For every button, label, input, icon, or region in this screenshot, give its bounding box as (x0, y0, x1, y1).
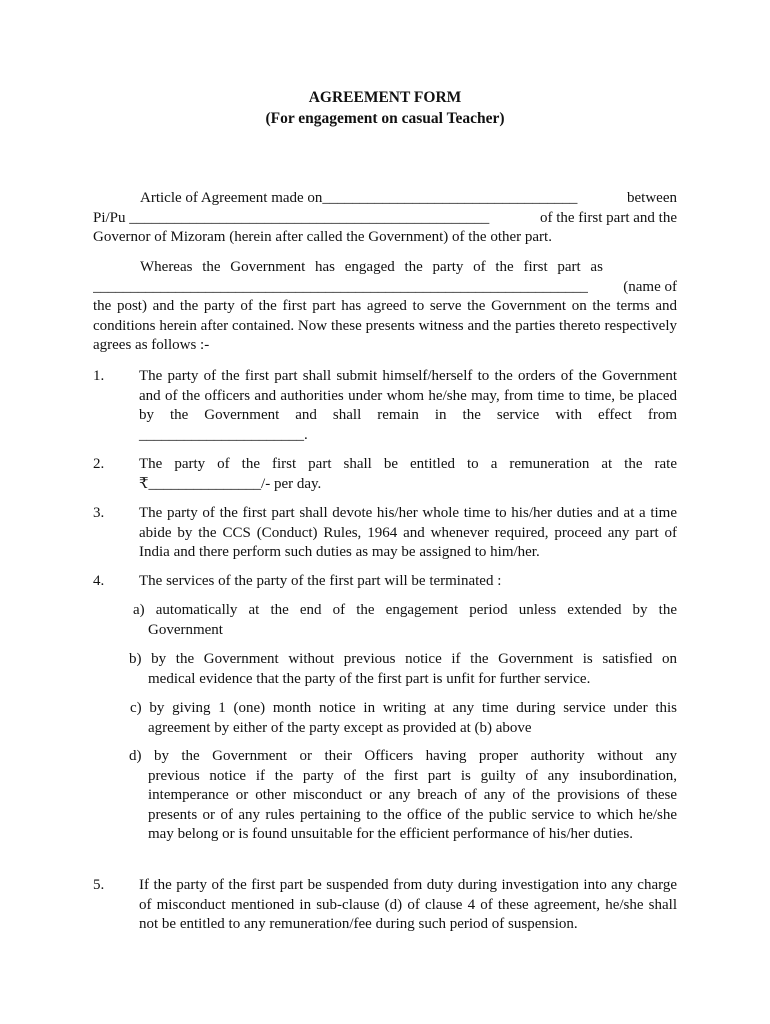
intro-line1-between: between (627, 190, 677, 206)
intro-paragraph (93, 189, 677, 248)
clause-3-text: The party of the first part shall devote his/her whole time to his/her duties and at a time abide by the CCS (Conduct) Rules, 1964 and whenever required, proceed any part of India and there perform such duties as may be assigned to him/her. (139, 505, 677, 560)
subclause-c-label: c) (130, 700, 142, 716)
subclause-c-rest: agreement by either of the party except as provided at (b) above (148, 719, 532, 736)
subclause-d (129, 747, 677, 845)
clause-2-number: 2. (93, 456, 105, 472)
intro-line2-right: of the first part and the (539, 209, 677, 226)
clause-1-number: 1. (93, 368, 105, 384)
clause-2-text: The party of the first part shall be entitled to a remuneration at the rate ₹_______________/- per day. (139, 456, 677, 492)
subclause-b (129, 650, 677, 689)
clause-4-number: 4. (93, 573, 105, 589)
subclause-a-label: a) (133, 602, 145, 618)
clause-5-number: 5. (93, 877, 105, 893)
clause-4-text: The services of the party of the first part will be terminated : (139, 573, 502, 589)
clause-3-number: 3. (93, 505, 105, 521)
document-title: AGREEMENT FORM (308, 89, 462, 106)
subclause-b-first: by the Government without previous notice if the Government is satisfied on (151, 651, 678, 667)
intro-line2-text: Pi/Pu ________________________________________________ (93, 209, 490, 226)
subclause-a-rest: Government (148, 621, 223, 638)
subclause-c (130, 699, 677, 738)
whereas-line2-right: (name of (623, 278, 677, 295)
subclause-a-first: automatically at the end of the engagement period unless extended by the (155, 602, 677, 618)
subclause-d-label: d) (129, 748, 142, 764)
whereas-line2-blank: __________________________________________________________________ (93, 278, 588, 295)
subclause-b-rest: medical evidence that the party of the first part is unfit for further service. (148, 670, 591, 687)
intro-line1-text: Article of Agreement made on__________________________________ (140, 190, 578, 206)
subclause-c-first: by giving 1 (one) month notice in writing at any time during service under this (149, 700, 678, 716)
whereas-rest: the post) and the party of the first part has agreed to serve the Government on the terms and conditions herein after contained. Now these presents witness and the parties thereto respectively agrees as follows :- (93, 298, 677, 353)
whereas-paragraph (93, 258, 677, 356)
subclause-d-first: by the Government or their Officers having proper authority without any (153, 748, 678, 764)
subclause-b-label: b) (129, 651, 142, 667)
clause-5-text: If the party of the first part be suspended from duty during investigation into any charge of misconduct mentioned in sub-clause (d) of clause 4 of these agreement, he/she shall not be entitled to any remuneration/fee during such period of suspension. (139, 877, 677, 932)
intro-line3: Governor of Mizoram (herein after called the Government) of the other part. (93, 229, 552, 245)
document-subtitle: (For engagement on casual Teacher) (265, 110, 505, 127)
whereas-line1: Whereas the Government has engaged the party of the first part as (140, 259, 603, 275)
subclause-a (133, 601, 677, 640)
clause-1-text: The party of the first part shall submit himself/herself to the orders of the Government and of the officers and authorities under whom he/she may, from time to time, be placed by the Government and shall remain in the service with effect from ______________________. (139, 368, 677, 443)
subclause-d-rest: previous notice if the party of the first part is guilty of any insubordination, intemperance or other misconduct or any breach of any of the provisions of these presents or of any rules pertaining to the office of the public service to which he/she may belong or is found unsuitable for the efficient performance of his/her duties. (148, 767, 677, 842)
